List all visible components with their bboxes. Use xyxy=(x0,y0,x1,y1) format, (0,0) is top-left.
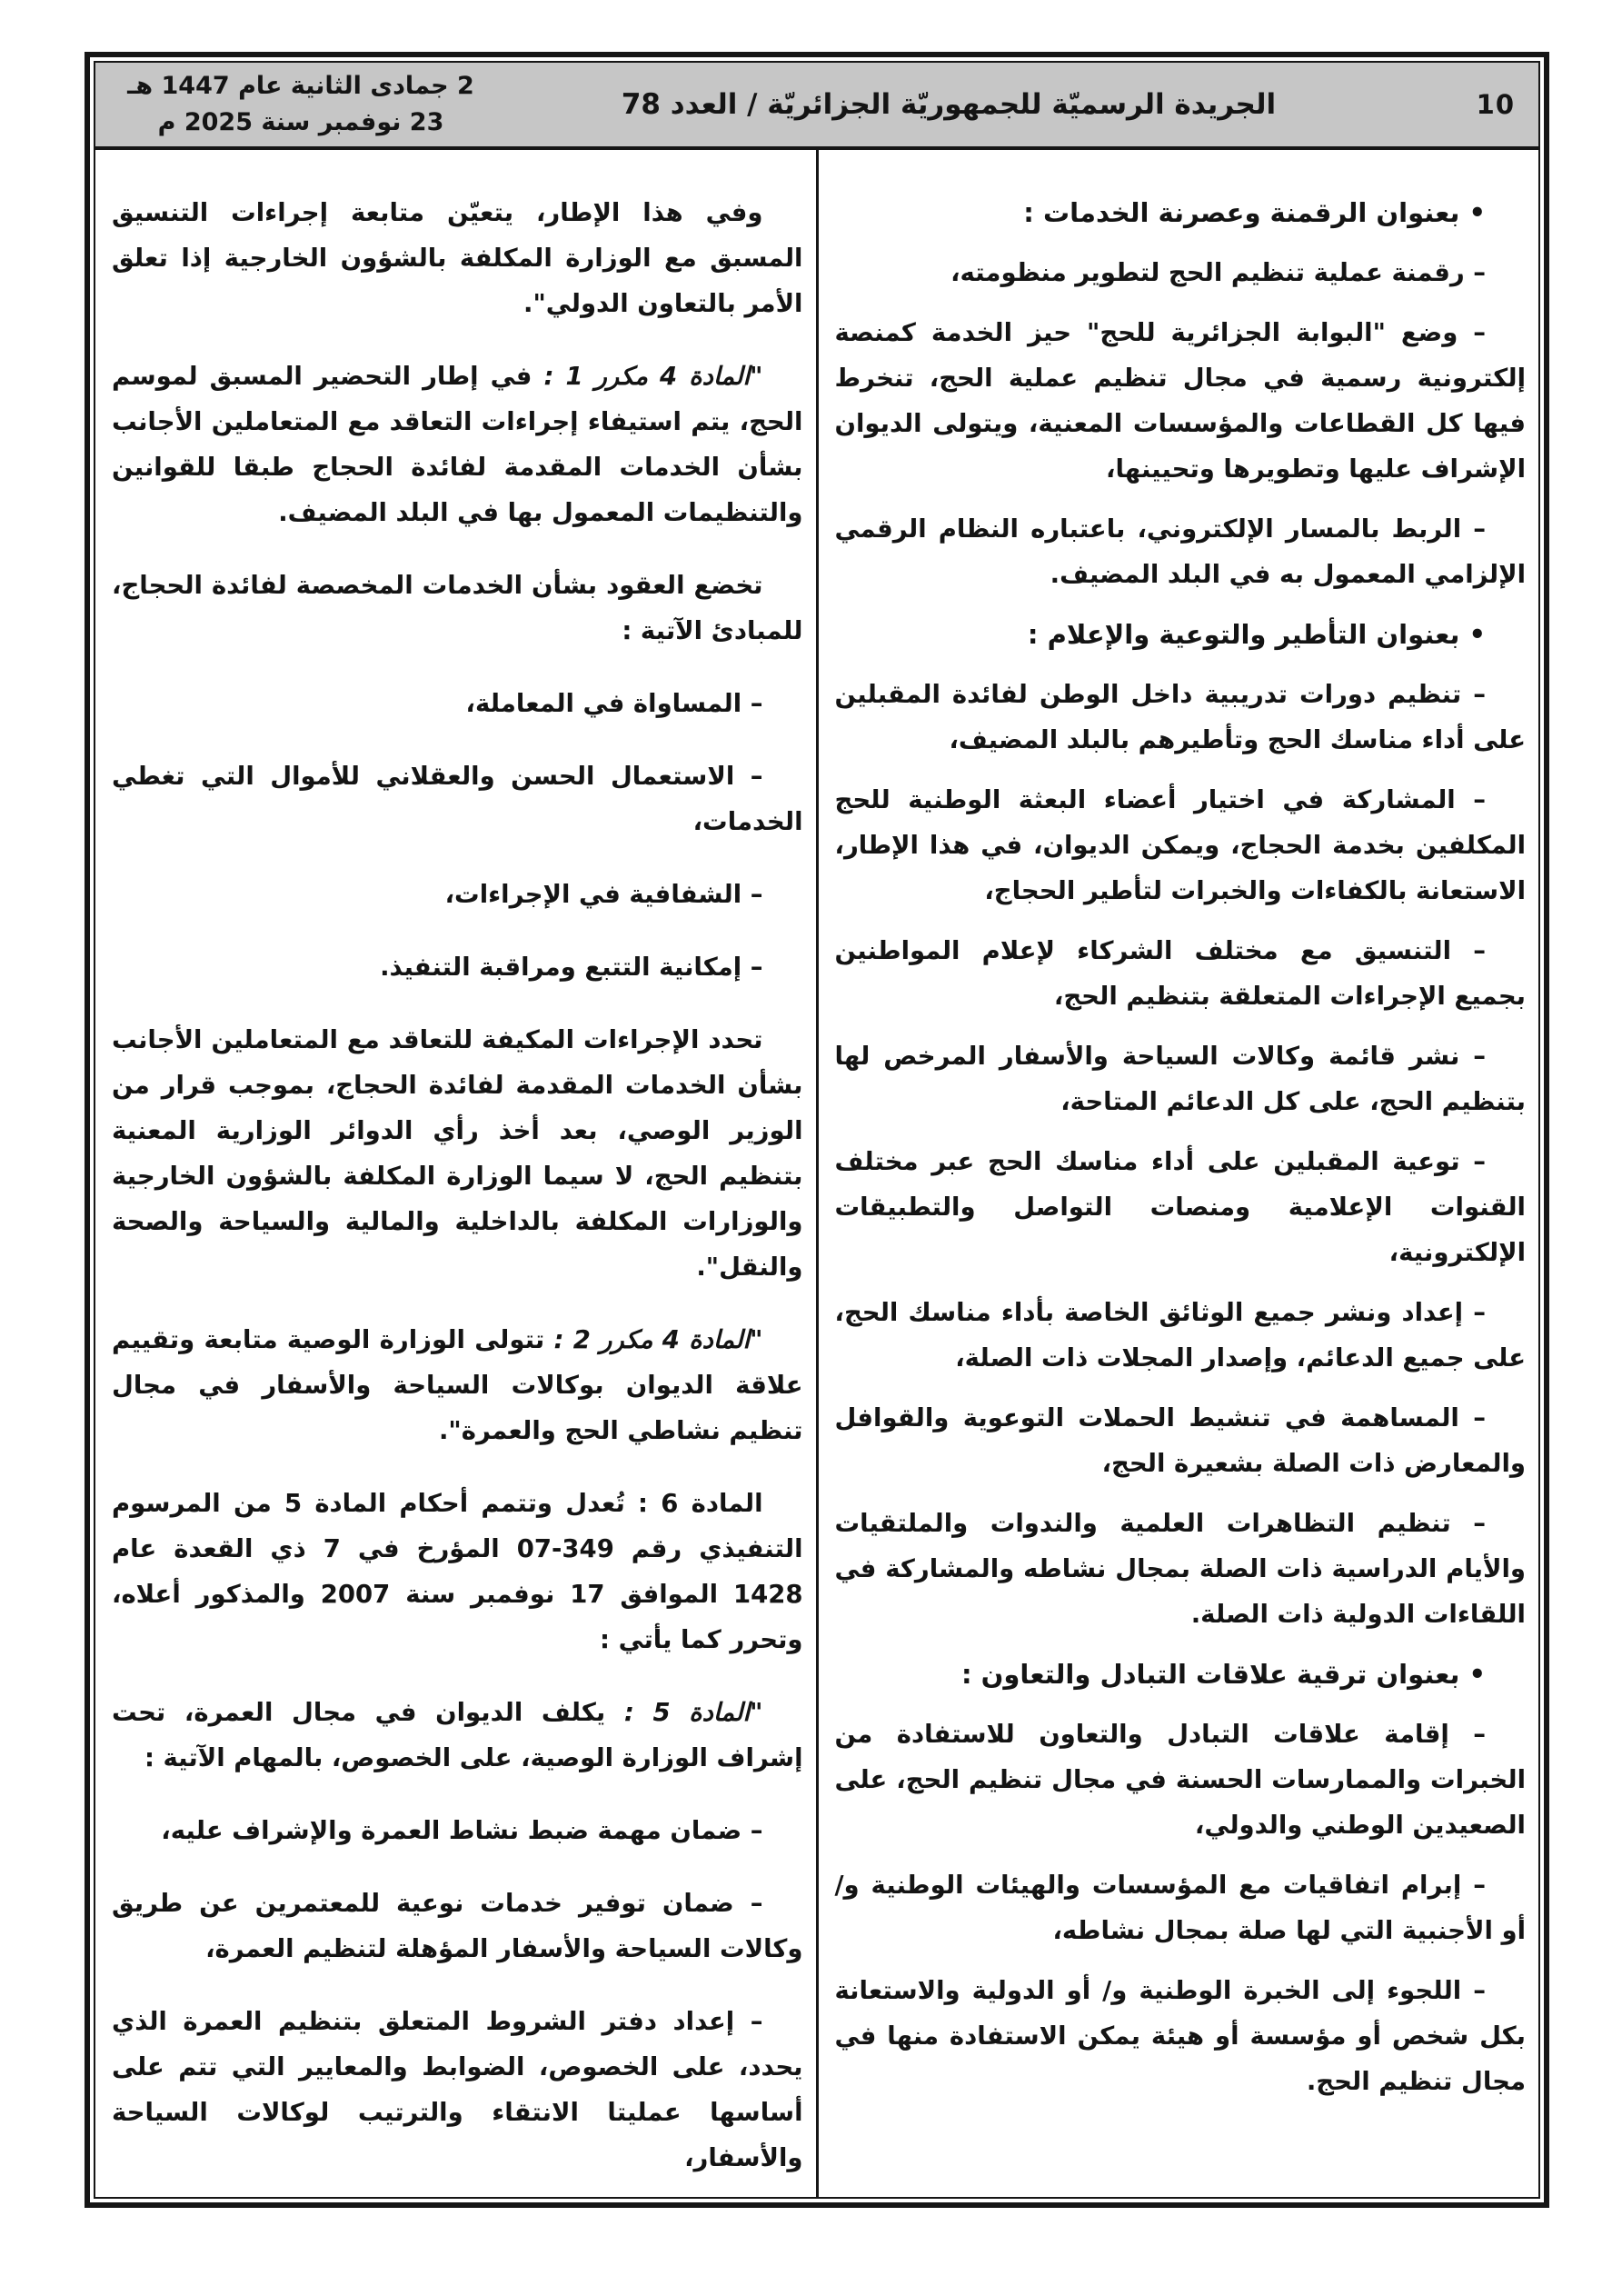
paragraph-text: – إقامة علاقات التبادل والتعاون للاستفادة من الخبرات والممارسات الحسنة في مجال تنظيم الحج، على الصعيدين الوطني والدولي، xyxy=(834,1720,1526,1840)
list-item xyxy=(835,1290,1527,1381)
list-item xyxy=(835,672,1527,763)
paragraph-text: وفي هذا الإطار، يتعيّن متابعة إجراءات التنسيق المسبق مع الوزارة المكلفة بالشؤون الخارجية إذا تعلق الأمر بالتعاون الدولي". xyxy=(112,198,803,318)
paragraph xyxy=(112,1017,803,1290)
list-item xyxy=(112,1808,803,1853)
paragraph-text: • بعنوان الرقمنة وعصرنة الخدمات : xyxy=(1023,197,1486,228)
paragraph-text: يكلف الديوان في مجال العمرة، تحت إشراف الوزارة الوصية، على الخصوص، بالمهام الآتية : xyxy=(112,1698,803,1772)
page-content xyxy=(95,150,1538,2197)
paragraph-text: في إطار التحضير المسبق لموسم الحج، يتم استيفاء إجراءات التعاقد مع المتعاملين الأجانب بشأن الخدمات المقدمة لفائدة الحجاج طبقا للقوانين والتنظيمات المعمول بها في البلد المضيف. xyxy=(112,362,803,527)
gazette-title: الجريدة الرسميّة للجمهوريّة الجزائريّة / العدد 78 xyxy=(621,88,1277,121)
paragraph-text: – وضع "البوابة الجزائرية للحج" حيز الخدمة كمنصة إلكترونية رسمية في مجال تنظيم عملية الحج، تنخرط فيها كل القطاعات والمؤسسات المعنية، ويتولى الديوان الإشراف عليها وتطويرها وتحيينها، xyxy=(834,318,1526,484)
page-frame xyxy=(85,52,1549,2208)
paragraph-text: – اللجوء إلى الخبرة الوطنية و/ أو الدولية والاستعانة بكل شخص أو مؤسسة أو هيئة يمكن الاستفادة منها في مجال تنظيم الحج. xyxy=(834,1976,1526,2096)
paragraph-text: • بعنوان ترقية علاقات التبادل والتعاون : xyxy=(960,1659,1486,1690)
paragraph-text: – إبرام اتفاقيات مع المؤسسات والهيئات الوطنية و/ أو الأجنبية التي لها صلة بمجال نشاطه، xyxy=(834,1871,1526,1945)
list-item xyxy=(835,310,1527,492)
article-label: "المادة 4 مكرر 1 : xyxy=(543,362,763,391)
list-item xyxy=(835,1501,1527,1637)
paragraph xyxy=(112,1481,803,1662)
list-item xyxy=(835,1968,1527,2104)
page-number: 10 xyxy=(1476,89,1515,120)
paragraph-text: – توعية المقبلين على أداء مناسك الحج عبر مختلف القنوات الإعلامية ومنصات التواصل والتطبيقات الإلكترونية، xyxy=(834,1147,1526,1267)
list-item xyxy=(835,777,1527,913)
paragraph-text: تتولى الوزارة الوصية متابعة وتقييم علاقة الديوان بوكالات السياحة والأسفار في مجال تنظيم نشاطي الحج والعمرة". xyxy=(112,1325,803,1445)
article-label: "المادة 5 : xyxy=(623,1698,763,1727)
paragraph xyxy=(112,1690,803,1781)
list-item xyxy=(112,1881,803,1972)
section-heading xyxy=(835,1652,1527,1697)
paragraph-text: – الربط بالمسار الإلكتروني، باعتباره النظام الرقمي الإلزامي المعمول به في البلد المضيف. xyxy=(834,514,1526,589)
list-item xyxy=(835,1395,1527,1486)
article-label: "المادة 4 مكرر 2 : xyxy=(553,1325,763,1354)
column-left xyxy=(95,150,816,2197)
paragraph-text: – تنظيم التظاهرات العلمية والندوات والملتقيات والأيام الدراسية ذات الصلة بمجال نشاطه والمشاركة في اللقاءات الدولية ذات الصلة. xyxy=(834,1509,1526,1629)
page-inner-frame xyxy=(94,61,1540,2199)
list-item xyxy=(835,250,1527,295)
paragraph xyxy=(112,563,803,654)
paragraph-text: – نشر قائمة وكالات السياحة والأسفار المرخص لها بتنظيم الحج، على كل الدعائم المتاحة، xyxy=(834,1042,1526,1116)
paragraph-text: – الاستعمال الحسن والعقلاني للأموال التي تغطي الخدمات، xyxy=(112,762,803,836)
list-item xyxy=(835,506,1527,597)
list-item xyxy=(835,1712,1527,1848)
section-heading xyxy=(835,190,1527,235)
paragraph-text: – التنسيق مع مختلف الشركاء لإعلام المواطنين بجميع الإجراءات المتعلقة بتنظيم الحج، xyxy=(834,936,1526,1011)
list-item xyxy=(112,872,803,917)
paragraph-text: • بعنوان التأطير والتوعية والإعلام : xyxy=(1027,619,1486,650)
paragraph xyxy=(112,1317,803,1453)
section-heading xyxy=(835,612,1527,657)
paragraph-text: تُعدل وتتمم أحكام المادة 5 من المرسوم التنفيذي رقم 349-07 المؤرخ في 7 ذي القعدة عام 1428 الموافق 17 نوفمبر سنة 2007 والمذكور أعلاه، وتحرر كما يأتي : xyxy=(112,1489,803,1654)
article-label: المادة 6 : xyxy=(638,1489,763,1518)
list-item xyxy=(835,1862,1527,1953)
date-hijri: 2 جمادى الثانية عام 1447 هـ xyxy=(127,72,474,100)
list-item xyxy=(112,754,803,844)
paragraph-text: – تنظيم دورات تدريبية داخل الوطن لفائدة المقبلين على أداء مناسك الحج وتأطيرهم بالبلد المضيف، xyxy=(834,680,1526,754)
list-item xyxy=(835,928,1527,1019)
paragraph-text: – المساهمة في تنشيط الحملات التوعوية والقوافل والمعارض ذات الصلة بشعيرة الحج، xyxy=(834,1403,1526,1478)
paragraph-text: – المساواة في المعاملة، xyxy=(465,689,763,718)
masthead xyxy=(95,63,1538,150)
list-item xyxy=(112,944,803,990)
list-item xyxy=(835,1139,1527,1275)
paragraph-text: – ضمان توفير خدمات نوعية للمعتمرين عن طريق وكالات السياحة والأسفار المؤهلة لتنظيم العمرة، xyxy=(112,1889,803,1963)
paragraph xyxy=(112,190,803,326)
paragraph-text: – الشفافية في الإجراءات، xyxy=(444,880,763,909)
list-item xyxy=(112,1999,803,2181)
paragraph-text: – ضمان مهمة ضبط نشاط العمرة والإشراف عليه، xyxy=(161,1816,763,1845)
paragraph-text: – المشاركة في اختيار أعضاء البعثة الوطنية للحج المكلفين بخدمة الحجاج، ويمكن الديوان، في هذا الإطار، الاستعانة بالكفاءات والخبرات لتأطير الحجاج، xyxy=(834,785,1526,905)
list-item xyxy=(112,681,803,726)
paragraph-text: – رقمنة عملية تنظيم الحج لتطوير منظومته، xyxy=(950,258,1486,287)
paragraph-text: تخضع العقود بشأن الخدمات المخصصة لفائدة الحجاج، للمبادئ الآتية : xyxy=(112,571,803,645)
date-block xyxy=(119,68,483,141)
paragraph-text: تحدد الإجراءات المكيفة للتعاقد مع المتعاملين الأجانب بشأن الخدمات المقدمة لفائدة الحجاج، بموجب قرار من الوزير الوصي، بعد أخذ رأي الدوائر الوزارية المعنية بتنظيم الحج، لا سيما الوزارة المكلفة بالشؤون الخارجية والوزارات المكلفة بالداخلية والمالية والسياحة والصحة والنقل". xyxy=(112,1025,803,1282)
date-gregorian: 23 نوفمبر سنة 2025 م xyxy=(157,108,444,136)
column-right xyxy=(816,150,1539,2197)
paragraph-text: – إمكانية التتبع ومراقبة التنفيذ. xyxy=(380,953,763,982)
paragraph-text: – إعداد ونشر جميع الوثائق الخاصة بأداء مناسك الحج، على جميع الدعائم، وإصدار المجلات ذات الصلة، xyxy=(834,1298,1526,1373)
list-item xyxy=(835,1033,1527,1124)
paragraph xyxy=(112,354,803,535)
paragraph-text: – إعداد دفتر الشروط المتعلق بتنظيم العمرة الذي يحدد، على الخصوص، الضوابط والمعايير التي تتم على أساسها عمليتا الانتقاء والترتيب لوكالات السياحة والأسفار، xyxy=(112,2007,803,2172)
